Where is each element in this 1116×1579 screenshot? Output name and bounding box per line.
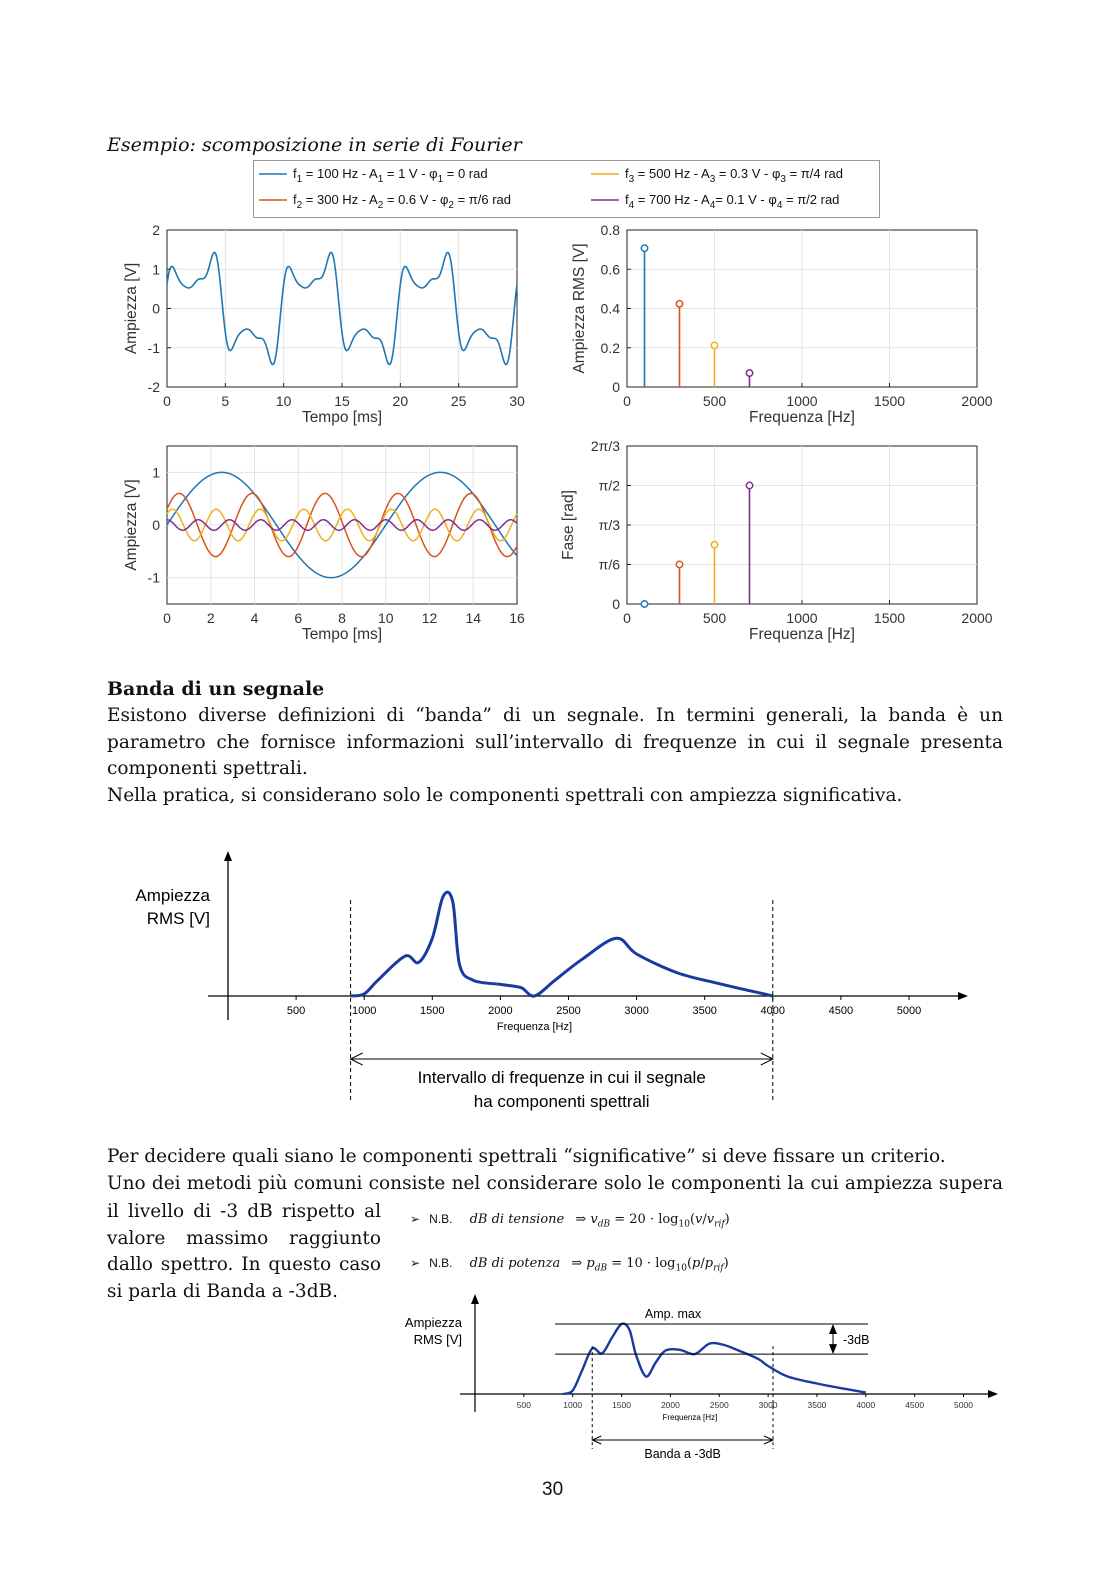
db-arrow-down xyxy=(829,1344,837,1354)
x-tick-label: 15 xyxy=(334,393,350,409)
y-tick-label: 0.2 xyxy=(600,339,620,356)
y-tick-label: 1 xyxy=(152,464,160,481)
power-formula: ⇒ $p_{dB} = 10 \cdot \log_{10}(p/p_{rif})$ xyxy=(571,1256,729,1274)
x-tick-label: 10 xyxy=(377,610,394,626)
x-tick-label: 5000 xyxy=(896,1005,922,1017)
p5-line-3: dallo spettro. In questo caso xyxy=(107,1254,381,1275)
x-tick-label: 8 xyxy=(338,610,346,626)
stem-marker xyxy=(711,542,717,548)
x-tick-label: 1000 xyxy=(786,610,818,626)
x-tick-label: 5 xyxy=(221,393,230,409)
y-axis-label: Ampiezza RMS [V] xyxy=(571,243,588,374)
y-tick-label: -1 xyxy=(147,339,160,356)
example-title: Esempio: scomposizione in serie di Fourier xyxy=(107,134,522,156)
x-tick-label: 1000 xyxy=(563,1400,583,1410)
x-tick-label: 500 xyxy=(516,1400,531,1410)
x-axis-label: Frequenza [Hz] xyxy=(749,626,855,643)
legend-entry: $f_3 = 500$ $Hz - A_3 = 0.3$ $V - \varphi_3 = \pi/4$ rad xyxy=(625,166,844,185)
x-tick-label: 2000 xyxy=(660,1400,680,1410)
x-tick-label: 3000 xyxy=(758,1400,778,1410)
y-tick-label: -2 xyxy=(147,379,160,395)
x-tick-label: 1500 xyxy=(873,610,906,626)
plot-phase-spectrum xyxy=(555,438,1005,650)
y-tick-label: 0 xyxy=(612,379,620,395)
x-tick-label: 4000 xyxy=(856,1400,876,1410)
voltage-label: dB di tensione xyxy=(469,1212,565,1227)
stem-marker xyxy=(676,301,682,307)
y-tick-label: 0 xyxy=(152,300,160,317)
fourier-legend xyxy=(253,160,881,220)
x-axis-label: Tempo [ms] xyxy=(301,409,383,426)
stem-marker xyxy=(676,561,682,567)
p1-line-3: componenti spettrali. xyxy=(107,758,308,779)
x-tick-label: 3500 xyxy=(692,1005,717,1017)
y-axis-arrow xyxy=(224,851,232,861)
x-tick-label: 0 xyxy=(163,610,171,626)
spectrum-curve xyxy=(563,1324,866,1394)
y-axis-label: Ampiezza [V] xyxy=(123,262,140,355)
x-tick-label: 12 xyxy=(421,610,438,626)
x-tick-label: 4500 xyxy=(828,1005,854,1017)
y-label-line-1: Ampiezza xyxy=(404,1315,462,1330)
x-tick-label: 500 xyxy=(286,1005,306,1017)
y-label-line-1: Ampiezza xyxy=(135,886,210,905)
stem-marker xyxy=(711,342,717,348)
power-label: dB di potenza xyxy=(469,1256,561,1271)
x-tick-label: 0 xyxy=(163,393,171,409)
voltage-formula: ⇒ $v_{dB} = 20 \cdot \log_{10}(v/v_{rif})$ xyxy=(575,1212,730,1230)
y-axis-label: Fase [rad] xyxy=(560,490,577,560)
nb-label: N.B. xyxy=(429,1256,453,1270)
x-tick-label: 2500 xyxy=(709,1400,729,1410)
x-tick-label: 6 xyxy=(294,610,303,626)
p3-line: Per decidere quali siano le componenti spettrali “significative” si deve fissare un criterio. xyxy=(107,1146,946,1167)
x-tick-label: 0 xyxy=(623,610,631,626)
x-tick-label: 1000 xyxy=(786,393,818,409)
note-voltage xyxy=(410,1208,750,1230)
x-axis-label: Frequenza [Hz] xyxy=(749,409,855,426)
x-tick-label: 10 xyxy=(275,393,292,409)
x-tick-label: 500 xyxy=(702,393,727,409)
y-axis-label: Ampiezza [V] xyxy=(123,479,140,571)
y-tick-label: 0 xyxy=(612,596,620,612)
stem-marker xyxy=(746,482,752,488)
nb-label: N.B. xyxy=(429,1212,453,1226)
paragraph-5 xyxy=(107,1199,381,1305)
figure-3db-band xyxy=(398,1292,1008,1467)
legend-entry: $f_4 = 700$ $Hz - A_4= 0.1$ $V - \varphi_4 = \pi/2$ rad xyxy=(625,192,840,211)
figure-band-interval xyxy=(110,845,980,1120)
stem-marker xyxy=(641,245,647,251)
minus3db-label: -3dB xyxy=(843,1333,870,1348)
x-tick-label: 1000 xyxy=(351,1005,377,1017)
x-tick-label: 2000 xyxy=(961,393,993,409)
y-tick-label: π/6 xyxy=(598,556,620,573)
amp-max-label: Amp. max xyxy=(644,1307,702,1321)
arrow-icon: ➢ xyxy=(410,1256,421,1270)
arrow-icon: ➢ xyxy=(410,1212,421,1226)
x-axis-label: Frequenza [Hz] xyxy=(496,1021,573,1033)
x-tick-label: 2500 xyxy=(556,1005,581,1017)
x-tick-label: 0 xyxy=(623,393,631,409)
x-tick-label: 16 xyxy=(509,610,525,626)
p5-line-2: valore massimo raggiunto xyxy=(107,1227,381,1249)
plot-amplitude-spectrum xyxy=(570,222,1000,432)
note-power xyxy=(410,1252,750,1274)
x-tick-label: 5000 xyxy=(954,1400,973,1410)
stem-marker xyxy=(641,601,647,607)
y-tick-label: 0.6 xyxy=(600,261,620,278)
x-tick-label: 30 xyxy=(509,393,525,409)
y-axis-arrow xyxy=(471,1294,479,1304)
x-tick-label: 2000 xyxy=(488,1005,513,1017)
legend-entry: $f_2 = 300$ $Hz - A_2 = 0.6$ $V - \varphi_2 = \pi/6$ rad xyxy=(293,192,512,211)
y-tick-label: 0 xyxy=(152,517,160,533)
y-tick-label: π/3 xyxy=(598,517,620,533)
legend-entry: $f_1 = 100$ $Hz - A_1 = 1$ $V - \varphi_1 = 0$ rad xyxy=(293,166,488,185)
p5-line-4: si parla di Banda a -3dB. xyxy=(107,1280,339,1302)
y-label-line-2: RMS [V] xyxy=(413,1332,462,1347)
x-tick-label: 4500 xyxy=(905,1400,925,1410)
y-tick-label: 2π/3 xyxy=(590,438,620,454)
x-tick-label: 25 xyxy=(450,393,467,409)
x-axis-arrow xyxy=(958,992,968,1000)
plot-time-sum xyxy=(110,222,540,432)
band-label: Banda a -3dB xyxy=(644,1447,721,1461)
x-tick-label: 14 xyxy=(465,610,482,626)
x-tick-label: 2 xyxy=(206,610,215,626)
x-tick-label: 1500 xyxy=(420,1005,445,1017)
page-number: 30 xyxy=(542,1479,564,1500)
p1-line-2: parametro che fornisce informazioni sull’intervallo di frequenze in cui il segnale presenta xyxy=(107,731,1003,753)
paragraph-3 xyxy=(107,1144,1003,1197)
plot-time-harmonics xyxy=(110,438,540,650)
interval-label-1: Intervallo di frequenze in cui il segnale xyxy=(417,1068,706,1087)
x-tick-label: 4000 xyxy=(760,1005,786,1017)
y-tick-label: 2 xyxy=(152,222,160,238)
x-axis-label: Frequenza [Hz] xyxy=(662,1413,718,1422)
y-tick-label: 1 xyxy=(152,261,160,278)
x-tick-label: 4 xyxy=(250,610,259,626)
x-tick-label: 3000 xyxy=(624,1005,649,1017)
y-tick-label: 0.8 xyxy=(600,222,620,238)
x-tick-label: 1500 xyxy=(612,1400,632,1410)
p5-line-1: il livello di -3 dB rispetto al xyxy=(107,1201,381,1222)
x-tick-label: 1500 xyxy=(873,393,906,409)
y-tick-label: π/2 xyxy=(598,477,620,494)
y-tick-label: -1 xyxy=(147,569,160,586)
x-tick-label: 500 xyxy=(702,610,727,626)
x-tick-label: 20 xyxy=(392,393,409,409)
x-tick-label: 2000 xyxy=(961,610,993,626)
y-tick-label: 0.4 xyxy=(600,300,620,317)
paragraph-2: Nella pratica, si considerano solo le componenti spettrali con ampiezza significativa. xyxy=(107,784,903,806)
p1-line-1: Esistono diverse definizioni di “banda” di un segnale. In termini generali, la banda è un xyxy=(107,705,1003,726)
paragraph-1 xyxy=(107,703,1003,809)
spectrum-curve xyxy=(351,892,773,996)
x-axis-arrow xyxy=(988,1390,998,1398)
p4-line: Uno dei metodi più comuni consiste nel considerare solo le componenti la cui ampiezza supera xyxy=(107,1172,1003,1194)
y-label-line-2: RMS [V] xyxy=(146,909,210,928)
x-axis-label: Tempo [ms] xyxy=(301,626,383,643)
stem-marker xyxy=(746,370,752,376)
interval-label-2: ha componenti spettrali xyxy=(473,1092,650,1111)
section-title: Banda di un segnale xyxy=(107,678,325,700)
x-tick-label: 3500 xyxy=(807,1400,827,1410)
db-arrow-up xyxy=(829,1324,837,1334)
